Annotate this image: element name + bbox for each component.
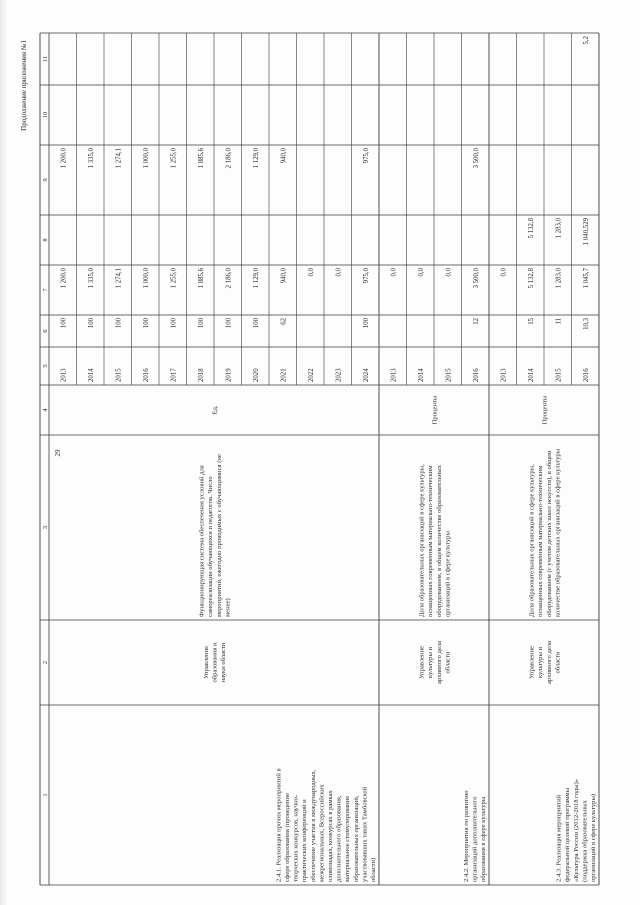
indicator-line: Функционирующая система обеспечения условий для (198, 465, 206, 617)
value-cell: 5 132,8 (527, 218, 535, 239)
value-cell: 0,0 (335, 268, 343, 277)
value-cell: 5,2 (582, 36, 590, 45)
unit-cell: Проценты (541, 395, 549, 425)
value-cell: 1 045,7 (582, 268, 590, 289)
year-cell: 2014 (87, 368, 95, 382)
value-cell: 100 (362, 318, 370, 329)
year-cell: 2023 (335, 368, 343, 382)
column-number-9: 9 (42, 178, 49, 182)
executor-line: архивного дела (545, 641, 553, 684)
value-cell: 1 335,0 (87, 148, 95, 169)
year-cell: 2018 (197, 368, 205, 382)
column-number-5: 5 (42, 364, 49, 368)
value-cell: 975,0 (362, 148, 370, 164)
value-cell: 1 129,0 (252, 268, 260, 289)
value-cell: 0,0 (417, 268, 425, 277)
year-cell: 2014 (417, 368, 425, 382)
value-cell: 62 (280, 318, 288, 325)
executor-line: области (554, 651, 562, 674)
year-cell: 2016 (582, 368, 590, 382)
year-cell: 2016 (142, 368, 150, 382)
executor-line: образования и (211, 642, 219, 683)
value-cell: 10,3 (582, 318, 590, 330)
value-cell: 1 283,0 (555, 268, 563, 289)
column-number-6: 6 (42, 329, 49, 333)
value-cell: 12 (472, 318, 480, 325)
value-cell: 0,0 (307, 268, 315, 277)
indicator-line: самореализации обучающихся и педагогов. Число (207, 476, 215, 617)
year-cell: 2017 (170, 368, 178, 382)
executor-line: области (444, 651, 452, 674)
value-cell: 100 (60, 318, 68, 329)
executor-line: архивного дела (435, 641, 443, 684)
year-cell: 2016 (472, 368, 480, 382)
indicator-line: организаций в сфере культуры (444, 531, 452, 617)
measure-title-line: «Культура России (2012-2018 годы)» (572, 778, 580, 882)
value-cell: 15 (527, 318, 535, 325)
executor-line: Управление (202, 645, 210, 680)
measure-title-line: обеспечение участия в международных, (309, 769, 317, 882)
year-cell: 2015 (115, 368, 123, 382)
value-cell: 0,0 (445, 268, 453, 277)
measure-title-line: области) (370, 857, 377, 882)
measure-title-line: творческих конкурсов, научно- (292, 794, 300, 882)
value-cell: 1 200,0 (60, 148, 68, 169)
value-cell: 1 255,0 (170, 148, 178, 169)
column-number-11: 11 (42, 55, 49, 63)
value-cell: 100 (252, 318, 260, 329)
value-cell: 3 500,0 (472, 148, 480, 169)
indicator-line: количестве образовательных организаций в сфере культуры (554, 448, 562, 617)
value-cell: 1 274,1 (115, 268, 123, 289)
landscape-content (20, 33, 599, 885)
indicator-line: оборудованием (с учетом детских школ искусств), в общем (545, 450, 553, 617)
year-cell: 2022 (307, 368, 315, 382)
value-cell: 5 132,8 (527, 268, 535, 289)
value-cell: 100 (170, 318, 178, 329)
value-cell: 1 335,0 (87, 268, 95, 289)
unit-cell: Проценты (431, 395, 439, 425)
indicator-line: оборудованием, в общем количестве образовательных (435, 465, 443, 617)
column-number-3: 3 (42, 525, 49, 530)
year-cell: 2014 (527, 368, 535, 382)
indicator-line: оснащенных современным материально-техническим (427, 465, 435, 617)
measure-title-line: образования в сфере культуры (480, 796, 487, 882)
value-cell: 0,0 (500, 268, 508, 277)
measure-title-line: 2.4.3. Реализация мероприятий (555, 794, 563, 882)
value-cell: 1 000,0 (142, 148, 150, 169)
measure-title-line: 2.4.2. Мероприятия по развитию (462, 790, 470, 882)
value-cell: 100 (225, 318, 233, 329)
measure-title-line: материальное стимулирование (344, 795, 352, 882)
year-cell: 2013 (500, 368, 508, 382)
measure-title-line: (поддержка образовательных (581, 800, 589, 882)
column-number-1: 1 (42, 793, 49, 797)
value-cell: 0,0 (390, 268, 398, 277)
value-cell: 2 186,0 (225, 268, 233, 289)
year-cell: 2021 (280, 368, 288, 382)
measure-title-line: федеральной целевой программы (564, 787, 572, 882)
value-cell: 100 (115, 318, 123, 329)
column-number-10: 10 (42, 111, 49, 119)
measure-title-line: участвовавших таких Тамбовской (361, 786, 369, 882)
value-cell: 100 (87, 318, 95, 329)
value-cell: 1 000,0 (142, 268, 150, 289)
indicator-line: менее) (224, 598, 232, 617)
year-cell: 2019 (225, 368, 233, 382)
indicator-line: Доля образовательных организаций в сфере культуры, (528, 464, 536, 617)
value-cell: 1 040,529 (582, 218, 590, 246)
executor-line: науки области (220, 642, 228, 683)
measure-title-line: дополнительного образования, (335, 795, 343, 882)
measure-title-line: практических конференций и (301, 799, 309, 882)
value-cell: 11 (555, 318, 563, 325)
executor-line: Управление (528, 645, 536, 680)
year-cell: 2020 (252, 368, 260, 382)
measure-title-line: сфере образования (проведение (284, 792, 291, 882)
executor-line: культуры и (427, 646, 435, 679)
unit-cell: Ед. (211, 405, 219, 415)
continuation-note: Продолжение приложения №1 (20, 40, 28, 131)
value-cell: 940,0 (280, 148, 288, 164)
measure-title-line: образовательных организаций, (352, 795, 360, 882)
column-number-2: 2 (42, 660, 49, 665)
indicator-line: Доля образовательных организаций в сфере культуры, (418, 464, 426, 617)
value-cell: 2 186,0 (225, 148, 233, 169)
indicator-line: мероприятий, ежегодно проводимых с обучающимися (не (215, 454, 223, 617)
value-cell: 1 885,6 (197, 268, 205, 289)
measure-title-line: олимпиадах, конкурсах в рамках (327, 790, 334, 882)
value-cell: 1 200,0 (60, 268, 68, 289)
year-cell: 2015 (445, 368, 453, 382)
year-cell: 2015 (555, 368, 563, 382)
measure-title-line: межрегиональных, Всероссийских (318, 784, 326, 882)
measure-title-line: 2.4.1. Реализация прочих мероприятий в (275, 768, 283, 882)
value-cell: 100 (197, 318, 205, 329)
year-cell: 2013 (60, 368, 68, 382)
indicator-line: оснащенных современным материально-техническим (537, 465, 545, 617)
value-cell: 940,0 (280, 268, 288, 284)
executor-line: культуры и (537, 646, 545, 679)
column-number-4: 4 (42, 408, 49, 412)
measure-title-line: организаций в сфере культуры) (590, 793, 597, 882)
value-cell: 3 500,0 (472, 268, 480, 289)
page-number: 29 (54, 449, 62, 457)
value-cell: 100 (142, 318, 150, 329)
value-cell: 1 283,0 (555, 218, 563, 239)
executor-line: Управление (418, 645, 426, 680)
column-number-8: 8 (42, 238, 49, 242)
value-cell: 1 885,6 (197, 148, 205, 169)
value-cell: 1 255,0 (170, 268, 178, 289)
value-cell: 1 274,1 (115, 148, 123, 169)
column-number-7: 7 (42, 288, 49, 292)
year-cell: 2024 (362, 368, 370, 382)
value-cell: 1 129,0 (252, 148, 260, 169)
value-cell: 975,0 (362, 268, 370, 284)
measure-title-line: организаций дополнительного (471, 796, 479, 882)
year-cell: 2013 (390, 368, 398, 382)
